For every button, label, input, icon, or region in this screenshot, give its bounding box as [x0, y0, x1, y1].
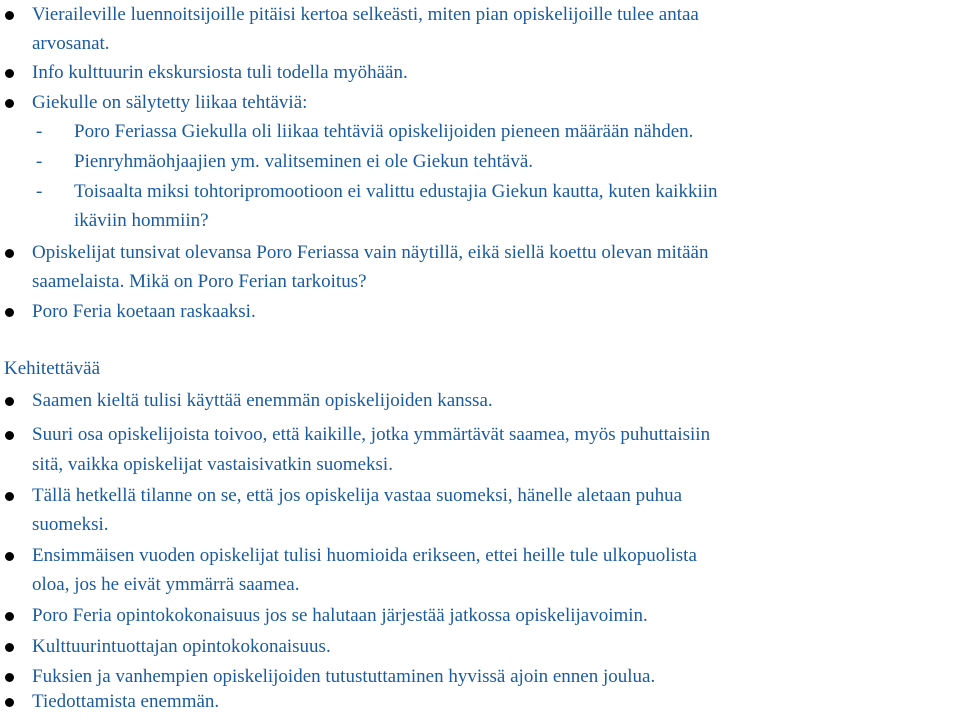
list-item-text: suomeksi.: [32, 514, 109, 535]
list-item-text: Poro Feria koetaan raskaaksi.: [32, 301, 256, 322]
list-item-text: Vieraileville luennoitsijoille pitäisi kertoa selkeästi, miten pian opiskelijoille tulee antaa: [32, 4, 699, 25]
list-item-text: Giekulle on sälytetty liikaa tehtäviä:: [32, 92, 308, 113]
list-item-text: saamelaista. Mikä on Poro Ferian tarkoitus?: [32, 271, 367, 292]
list-item: [0, 0, 960, 29]
sub-list-item-text: Pienryhmäohjaajien ym. valitseminen ei ole Giekun tehtävä.: [74, 151, 534, 172]
list-item-continuation: [0, 570, 960, 599]
bullet-icon: [5, 431, 14, 440]
list-item: [0, 297, 960, 326]
list-item: [0, 420, 960, 449]
list-item-text: sitä, vaikka opiskelijat vastaisivatkin suomeksi.: [32, 454, 393, 475]
bullet-icon: [5, 698, 14, 707]
bullet-icon: [5, 397, 14, 406]
sub-list-item-text: ikäviin hommiin?: [74, 210, 209, 231]
list-item: [0, 386, 960, 415]
sub-list-item-text: Toisaalta miksi tohtoripromootioon ei valittu edustajia Giekun kautta, kuten kaikkiin: [74, 181, 718, 202]
section-heading-text: Kehitettävää: [4, 358, 101, 379]
sub-list-item: [0, 177, 960, 206]
bullet-icon: [5, 612, 14, 621]
list-item-text: Info kulttuurin ekskursiosta tuli todella myöhään.: [32, 62, 408, 83]
list-item: [0, 238, 960, 267]
list-item-text: Ensimmäisen vuoden opiskelijat tulisi huomioida erikseen, ettei heille tule ulkopuolista: [32, 545, 697, 566]
bullet-icon: [5, 249, 14, 258]
list-item-text: Tällä hetkellä tilanne on se, että jos opiskelija vastaa suomeksi, hänelle aletaan puhua: [32, 485, 682, 506]
dash-marker: -: [36, 181, 43, 202]
bullet-icon: [5, 552, 14, 561]
bullet-icon: [5, 99, 14, 108]
list-item-text: Fuksien ja vanhempien opiskelijoiden tutustuttaminen hyvissä ajoin ennen joulua.: [32, 666, 656, 687]
list-item-text: Kulttuurintuottajan opintokokonaisuus.: [32, 636, 331, 657]
list-item: [0, 601, 960, 630]
list-item-continuation: [0, 29, 960, 58]
list-item-continuation: [0, 510, 960, 539]
bullet-icon: [5, 308, 14, 317]
list-item-text: arvosanat.: [32, 33, 110, 54]
bullet-icon: [5, 643, 14, 652]
dash-marker: -: [36, 151, 43, 172]
dash-marker: -: [36, 121, 43, 142]
sub-list-item-continuation: [0, 206, 960, 235]
section-heading: [0, 354, 960, 383]
list-item-text: Poro Feria opintokokonaisuus jos se halutaan järjestää jatkossa opiskelijavoimin.: [32, 605, 648, 626]
list-item: [0, 58, 960, 87]
bullet-icon: [5, 492, 14, 501]
list-item-continuation: [0, 450, 960, 479]
list-item-text: oloa, jos he eivät ymmärrä saamea.: [32, 574, 300, 595]
list-item-text: Tiedottamista enemmän.: [32, 691, 220, 712]
list-item-text: Opiskelijat tunsivat olevansa Poro Feriassa vain näytillä, eikä siellä koettu olevan mitään: [32, 242, 709, 263]
bullet-icon: [5, 11, 14, 20]
list-item: [0, 687, 960, 716]
list-item: [0, 632, 960, 661]
bullet-icon: [5, 673, 14, 682]
list-item: [0, 481, 960, 510]
sub-list-item-text: Poro Feriassa Giekulla oli liikaa tehtäviä opiskelijoiden pieneen määrään nähden.: [74, 121, 694, 142]
sub-list-item: [0, 147, 960, 176]
list-item: [0, 541, 960, 570]
list-item-text: Saamen kieltä tulisi käyttää enemmän opiskelijoiden kanssa.: [32, 390, 493, 411]
list-item-text: Suuri osa opiskelijoista toivoo, että kaikille, jotka ymmärtävät saamea, myös puhuttaisiin: [32, 424, 711, 445]
bullet-icon: [5, 69, 14, 78]
list-item-continuation: [0, 267, 960, 296]
list-item: [0, 88, 960, 117]
sub-list-item: [0, 117, 960, 146]
